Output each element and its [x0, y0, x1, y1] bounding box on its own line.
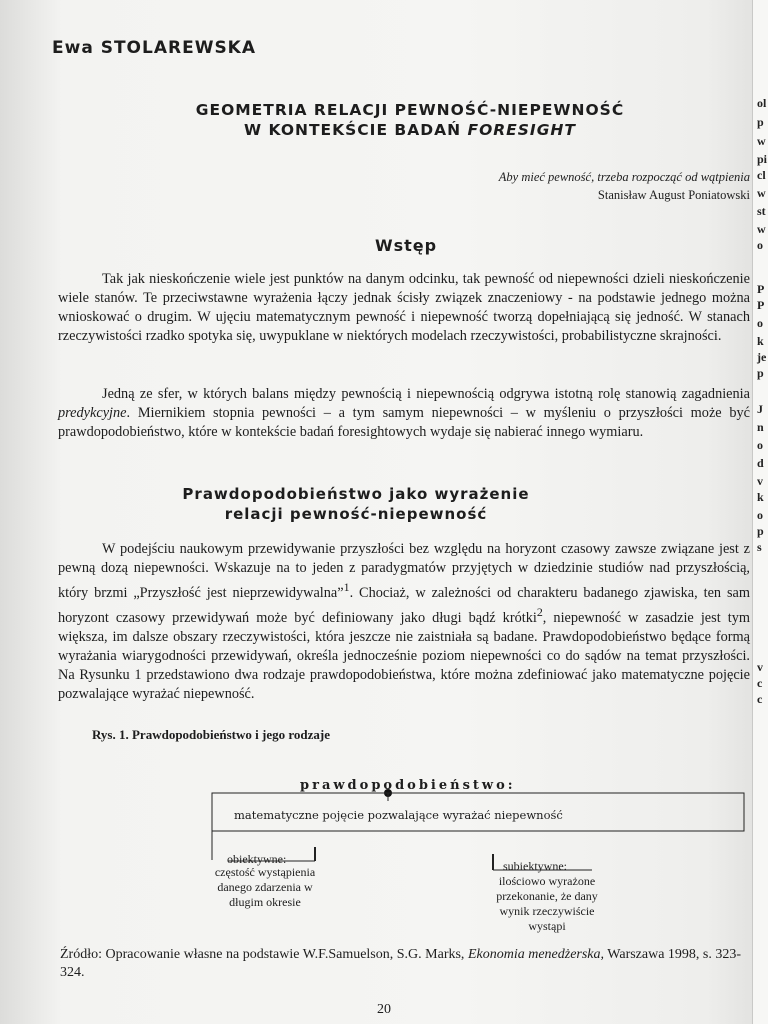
- diagram-root-description: matematyczne pojęcie pozwalające wyrażać niepewność: [234, 808, 563, 822]
- diagram-root-label: prawdopodobieństwo:: [300, 778, 516, 793]
- adjacent-page-fragment: d: [757, 456, 764, 470]
- title-line-2-italic: FORESIGHT: [467, 121, 576, 139]
- adjacent-page-fragment: k: [757, 334, 764, 348]
- subjective-line-1: ilościowo wyrażone: [498, 874, 596, 888]
- source-text-a: Źródło: Opracowanie własne na podstawie W.F.Samuelson, S.G. Marks,: [60, 947, 468, 962]
- adjacent-page-fragment: n: [757, 420, 764, 434]
- subjective-line-2: przekonanie, że dany: [496, 889, 598, 903]
- objective-line-1: częstość wystąpienia: [214, 865, 316, 879]
- heading-line-1: Prawdopodobieństwo jako wyrażenie: [182, 485, 530, 503]
- adjacent-page-fragment: p: [757, 115, 764, 129]
- section-heading-intro: Wstęp: [374, 236, 438, 255]
- objective-description: [190, 865, 340, 910]
- adjacent-page-fragment: p: [757, 366, 764, 380]
- adjacent-page-fragment: c: [757, 676, 763, 690]
- source-text-b: Warszawa 1998, s. 323-324.: [60, 947, 742, 980]
- adjacent-page-fragment: o: [757, 316, 763, 330]
- adjacent-page-fragment: v: [757, 474, 763, 488]
- p2-text-b: . Miernikiem stopnia pewności – a tym samym niepewności – w myśleniu o przyszłości może być prawdopodobieństwo, które w kontekście badań foresightowych wydaje się nabierać innego wymiaru.: [58, 405, 750, 440]
- epigraph: [330, 168, 750, 204]
- author-name: Ewa STOLAREWSKA: [52, 38, 257, 58]
- probability-paragraph: [58, 540, 750, 704]
- adjacent-page-fragment: p: [757, 524, 764, 538]
- title-line-2-text: W KONTEKŚCIE BADAŃ: [244, 121, 468, 139]
- adjacent-page-fragment: J: [757, 402, 763, 416]
- adjacent-page-fragment: c: [757, 692, 763, 706]
- adjacent-page-fragment: o: [757, 508, 763, 522]
- adjacent-page-fragment: ol: [757, 96, 767, 110]
- section-heading-probability: [0, 484, 732, 524]
- objective-label: obiektywne:: [227, 852, 287, 866]
- figure-source: [60, 946, 750, 982]
- adjacent-page-fragment: w: [757, 222, 766, 236]
- adjacent-page-fragment: w: [757, 186, 766, 200]
- title-line-2: [130, 120, 690, 140]
- adjacent-page-fragment: k: [757, 490, 764, 504]
- adjacent-page-fragment: cl: [757, 168, 766, 182]
- p3-text-c: , niepewność w zasadzie jest tym większa, im dalsze obszary rzeczywistości, która jeszcze nie zaistniała są badane. Prawdopodobieństwo będące formą wyrażania wiarygodności przewidywań, określa jednocześnie poziom niepewności co do sądów na temat przyszłości. Na Rysunku 1 przedstawiono dwa rodzaje prawdopodobieństwa, które można zdefiniować jako matematyczne pojęcie pozwalające wyrażać niepewność.: [58, 609, 750, 702]
- footnote-1[interactable]: 1: [343, 580, 350, 594]
- figure-caption: Rys. 1. Prawdopodobieństwo i jego rodzaje: [92, 727, 330, 742]
- heading-line-2: relacji pewność-niepewność: [224, 505, 488, 523]
- page-number: 20: [377, 1002, 391, 1017]
- subjective-line-3: wynik rzeczywiście: [499, 904, 595, 918]
- adjacent-page-fragment: v: [757, 660, 763, 674]
- p2-text-a: Jedną ze sfer, w których balans między pewnością i niepewnością odgrywa istotną rolę stanowią zagadnienia: [102, 386, 750, 402]
- intro-paragraph-2: [58, 385, 750, 442]
- subjective-label: subiektywne:: [503, 859, 567, 873]
- adjacent-page-fragment: s: [757, 540, 762, 554]
- source-italic: Ekonomia menedżerska,: [467, 947, 605, 962]
- p3-text-b: . Chociaż, w zależności od charakteru badanego zjawiska, ten sam horyzont czasowy przewidywań może być definiowany jako długi bądź krótki: [58, 584, 750, 626]
- adjacent-page-fragment: o: [757, 438, 763, 452]
- adjacent-page-fragment: P: [757, 298, 765, 312]
- article-title: [130, 100, 690, 140]
- p2-italic: predykcyjne: [58, 405, 127, 421]
- objective-line-3: długim okresie: [229, 895, 301, 909]
- adjacent-page-fragment: P: [757, 282, 765, 296]
- adjacent-page-fragment: st: [757, 204, 766, 218]
- subjective-description: [472, 874, 622, 934]
- intro-paragraph-1: Tak jak nieskończenie wiele jest punktów na danym odcinku, tak pewność od niepewności dzieli nieskończenie wiele stanów. Te przeciwstawne wyrażenia łączy jednak ścisły związek znaczeniowy - na podstawie jednego można wnioskować o drugim. W ujęciu matematycznym pewność i niepewność tworzą dopełniającą się jedność. W stanach rzeczywistości rzadko spotyka się, uwypuklane w niektórych modelach rzeczywistości, probabilistyczne skrajności.: [58, 271, 750, 344]
- subjective-line-4: wystąpi: [528, 919, 566, 933]
- adjacent-page-fragment: o: [757, 238, 763, 252]
- footnote-2[interactable]: 2: [536, 604, 543, 619]
- epigraph-author: Stanisław August Poniatowski: [597, 188, 750, 202]
- epigraph-quote: Aby mieć pewność, trzeba rozpocząć od wątpienia: [498, 170, 750, 184]
- adjacent-page-fragment: w: [757, 134, 766, 148]
- objective-line-2: danego zdarzenia w: [217, 880, 313, 894]
- p3-text-a: W podejściu naukowym przewidywanie przyszłości bez względu na horyzont czasowy zawsze związane jest z pewną dozą niepewności. Wskazuje na to jeden z paradygmatów przyjętych w dziedzinie studiów nad przyszłością, który brzmi „Przyszłość jest nieprzewidywalna”: [58, 541, 750, 601]
- adjacent-page-fragment: je: [757, 350, 767, 364]
- adjacent-page-fragment: pi: [757, 152, 768, 166]
- title-line-1: GEOMETRIA RELACJI PEWNOŚĆ-NIEPEWNOŚĆ: [195, 101, 625, 119]
